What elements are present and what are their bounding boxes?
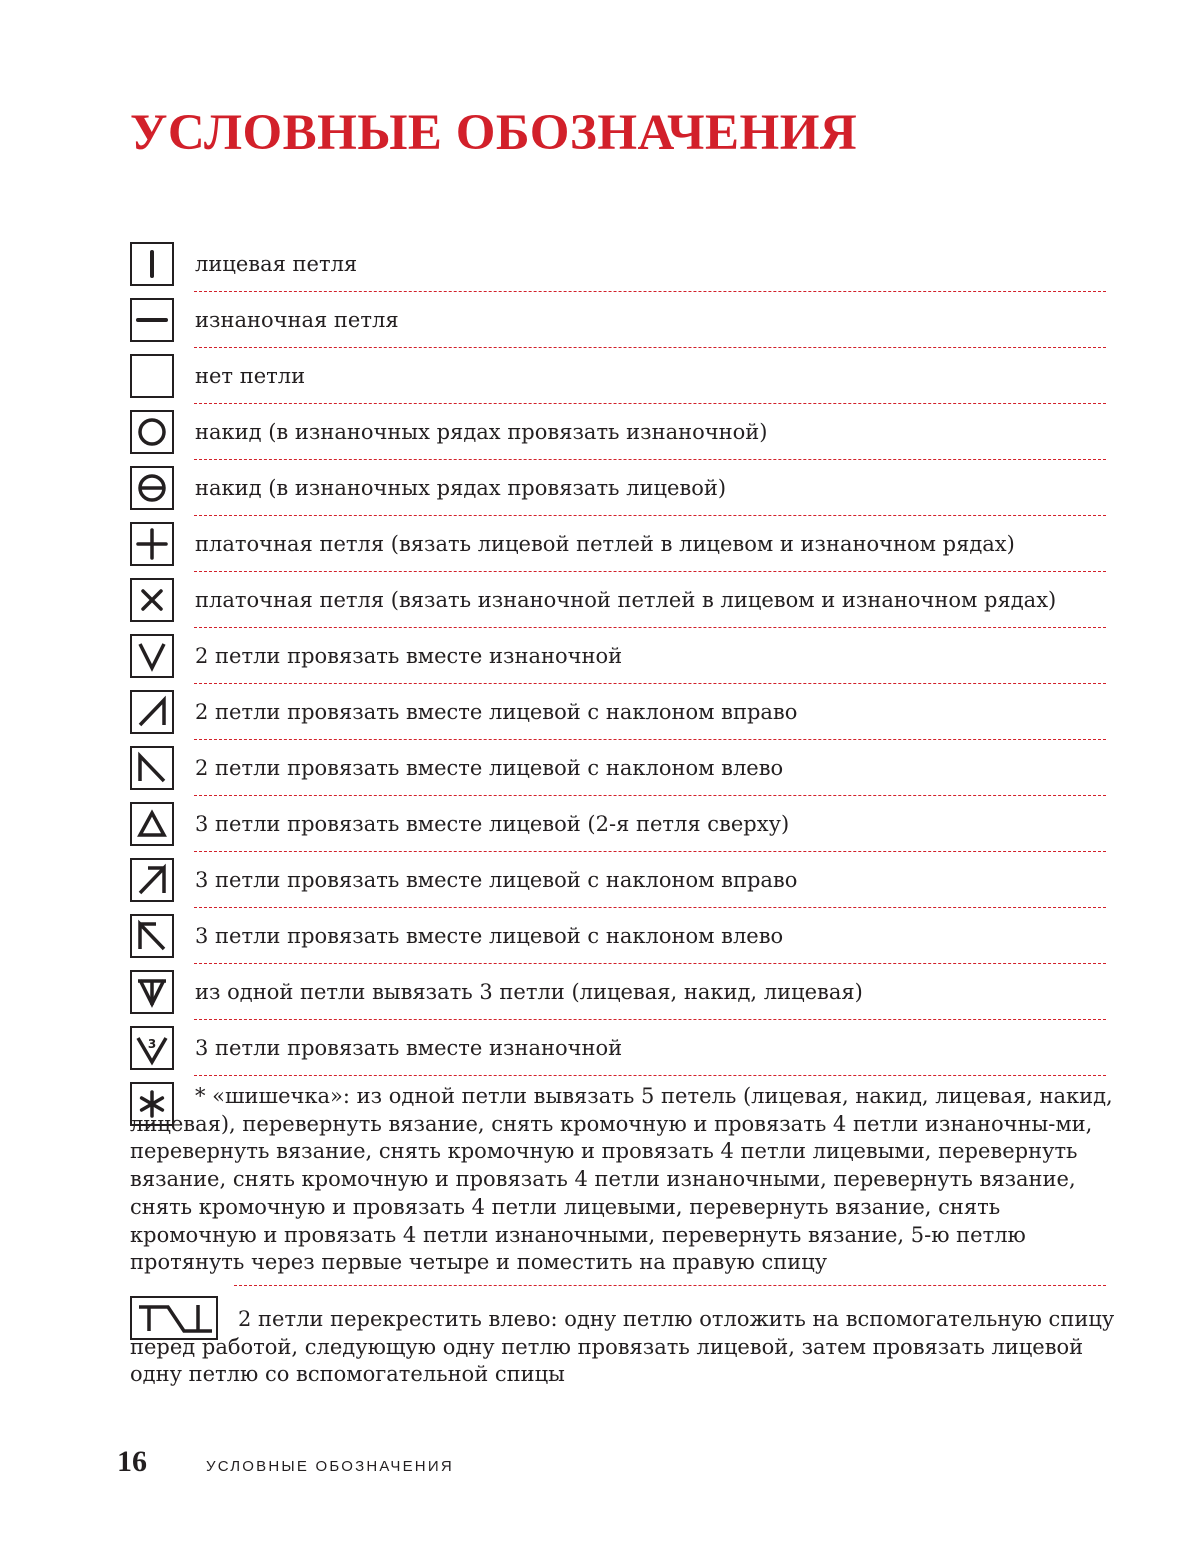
dashed-divider [194, 627, 1106, 628]
dashed-divider [194, 515, 1106, 516]
legend-label: 3 петли провязать вместе лицевой с наклоном влево [195, 924, 784, 948]
legend-list [130, 242, 1106, 1082]
legend-label: 3 петли провязать вместе изнаночной [195, 1036, 623, 1060]
yarn-over-knit-icon [130, 466, 174, 510]
legend-row [130, 914, 1106, 970]
page-number: 16 [117, 1445, 147, 1478]
legend-label: 2 петли провязать вместе лицевой с наклоном влево [195, 756, 784, 780]
k2tog-left-icon [130, 746, 174, 790]
legend-label: накид (в изнаночных рядах провязать лицевой) [195, 476, 727, 500]
knit-stitch-icon [130, 242, 174, 286]
garter-knit-icon [130, 522, 174, 566]
p2tog-icon [130, 634, 174, 678]
dashed-divider [194, 739, 1106, 740]
running-title: УСЛОВНЫЕ ОБОЗНАЧЕНИЯ [206, 1458, 454, 1475]
legend-row [130, 578, 1106, 634]
legend-row [130, 634, 1106, 690]
legend-label: накид (в изнаночных рядах провязать изнаночной) [195, 420, 768, 444]
dashed-divider [194, 291, 1106, 292]
purl-stitch-icon [130, 298, 174, 342]
legend-label: нет петли [195, 364, 306, 388]
dashed-divider [194, 347, 1106, 348]
dashed-divider [234, 1285, 1106, 1286]
svg-text:3: 3 [147, 1037, 157, 1051]
bobble-description: * «шишечка»: из одной петли вывязать 5 петель (лицевая, накид, лицевая, накид, лицевая), перевернуть вязание, снять кромочную и провязать 4 петли изнаночны-ми, перевернуть вязание, снять кромочную и провязать 4 петли лицевыми, перевернуть вязание, снять кромочную и провязать 4 петли изнаночными, перевернуть вязание, снять кромочную и провязать 4 петли лицевыми, перевернуть вязание, снять кромочную и провязать 4 петли изнаночными, перевернуть вязание, 5-ю петлю протянуть через первые четыре и поместить на правую спицу [130, 1084, 1113, 1275]
legend-label: 2 петли провязать вместе изнаночной [195, 644, 623, 668]
legend-label: 3 петли провязать вместе лицевой (2-я петля сверху) [195, 812, 790, 836]
dashed-divider [194, 403, 1106, 404]
dashed-divider [194, 1019, 1106, 1020]
yarn-over-icon [130, 410, 174, 454]
dashed-divider [194, 1075, 1106, 1076]
dashed-divider [194, 795, 1106, 796]
legend-label: платочная петля (вязать изнаночной петлей в лицевом и изнаночном рядах) [195, 588, 1057, 612]
legend-label: 3 петли провязать вместе лицевой с наклоном вправо [195, 868, 798, 892]
cable-description: 2 петли перекрестить влево: одну петлю отложить на вспомогательную спицу перед работой, следующую одну петлю провязать лицевой, затем провязать лицевой одну петлю со вспомогательной спицы [130, 1307, 1115, 1387]
dashed-divider [194, 571, 1106, 572]
k3tog-left-icon [130, 914, 174, 958]
legend-row [130, 298, 1106, 354]
dashed-divider [194, 907, 1106, 908]
legend-label: изнаночная петля [195, 308, 399, 332]
legend-row [130, 522, 1106, 578]
legend-label: из одной петли вывязать 3 петли (лицевая, накид, лицевая) [195, 980, 863, 1004]
legend-label: 2 петли провязать вместе лицевой с наклоном вправо [195, 700, 798, 724]
legend-row [130, 1026, 1106, 1082]
garter-purl-icon [130, 578, 174, 622]
legend-row [130, 858, 1106, 914]
k2tog-right-icon [130, 690, 174, 734]
legend-label: лицевая петля [195, 252, 358, 276]
legend-row [130, 970, 1106, 1026]
increase-3-icon [130, 970, 174, 1014]
dashed-divider [194, 683, 1106, 684]
legend-row [130, 746, 1106, 802]
dashed-divider [194, 459, 1106, 460]
p3tog-icon [130, 1026, 174, 1070]
dashed-divider [194, 963, 1106, 964]
legend-row [130, 354, 1106, 410]
legend-row [130, 690, 1106, 746]
no-stitch-icon [130, 354, 174, 398]
legend-row [130, 242, 1106, 298]
dashed-divider [194, 851, 1106, 852]
legend-label: платочная петля (вязать лицевой петлей в лицевом и изнаночном рядах) [195, 532, 1015, 556]
legend-row [130, 802, 1106, 858]
k3tog-right-icon [130, 858, 174, 902]
page-title: УСЛОВНЫЕ ОБОЗНАЧЕНИЯ [130, 105, 858, 161]
legend-row [130, 410, 1106, 466]
legend-row [130, 466, 1106, 522]
k3tog-center-icon [130, 802, 174, 846]
